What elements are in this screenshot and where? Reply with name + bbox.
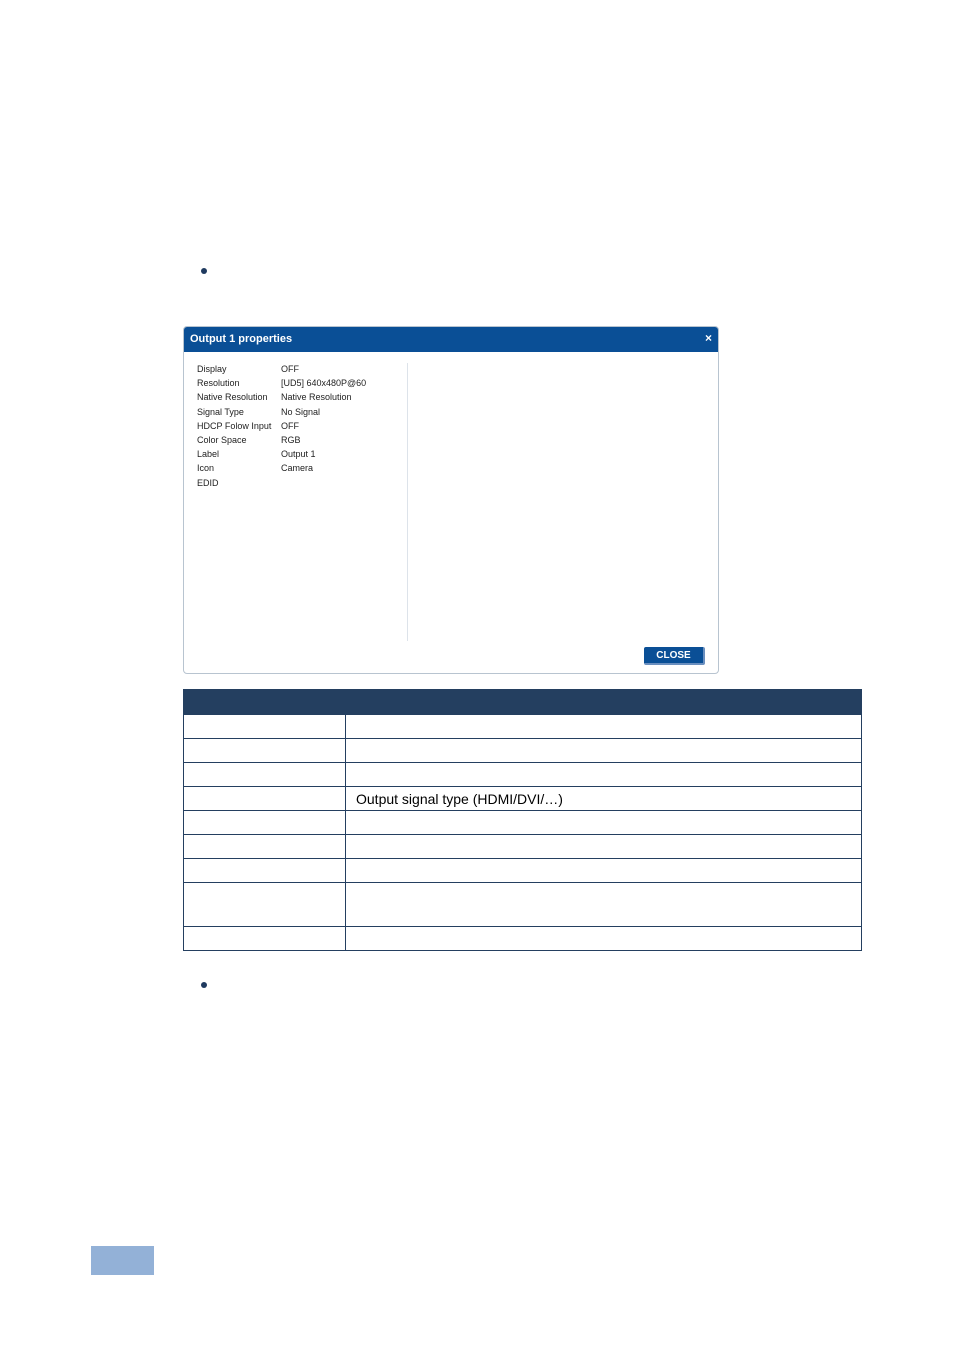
property-row (197, 421, 397, 435)
table-row (184, 811, 862, 835)
table-cell (184, 835, 346, 859)
table-cell (346, 883, 862, 927)
property-label: EDID (197, 477, 219, 488)
table-row (184, 739, 862, 763)
property-value: [UD5] 640x480P@60 (281, 378, 367, 389)
table-cell (184, 811, 346, 835)
table-row (184, 763, 862, 787)
table-row (184, 859, 862, 883)
dialog-title: Output 1 properties (190, 333, 293, 345)
property-value: OFF (281, 420, 299, 431)
bullet-2 (201, 982, 207, 988)
table-header-row (184, 690, 862, 715)
property-value: RGB (281, 434, 301, 445)
property-row (197, 392, 397, 406)
table-cell (346, 927, 862, 951)
table-cell (346, 859, 862, 883)
property-label: HDCP Folow Input (197, 420, 272, 431)
property-label: Color Space (197, 434, 247, 445)
table-cell (184, 883, 346, 927)
close-button[interactable]: CLOSE (644, 647, 705, 665)
table-row (184, 883, 862, 927)
property-row (197, 449, 397, 463)
property-label: Label (197, 449, 220, 460)
dialog-header (184, 327, 718, 352)
table-cell (346, 739, 862, 763)
table-row (184, 835, 862, 859)
property-label: Icon (197, 463, 215, 474)
dialog-divider (407, 363, 408, 641)
property-value: No Signal (281, 406, 321, 417)
property-row (197, 435, 397, 449)
property-value: OFF (281, 364, 299, 374)
table-cell (346, 715, 862, 739)
table-row (184, 787, 862, 811)
property-row (197, 463, 397, 477)
property-row (197, 478, 397, 492)
table-cell (184, 787, 346, 811)
table-row (184, 927, 862, 951)
table-cell (346, 763, 862, 787)
property-label: Display (197, 364, 227, 374)
close-icon[interactable]: × (704, 331, 712, 345)
table-cell (184, 739, 346, 763)
property-row (197, 378, 397, 392)
output-properties-dialog (183, 326, 719, 674)
table-cell (184, 927, 346, 951)
table-cell (184, 763, 346, 787)
table-cell: Output signal type (HDMI/DVI/…) (346, 787, 862, 811)
table-cell (346, 811, 862, 835)
property-value: Camera (281, 463, 314, 474)
property-row (197, 407, 397, 421)
property-label: Resolution (197, 378, 240, 389)
table-header-cell (346, 690, 862, 715)
property-list (197, 364, 397, 492)
table-cell (184, 715, 346, 739)
table-cell (346, 835, 862, 859)
property-label: Native Resolution (197, 392, 268, 403)
table-row (184, 715, 862, 739)
description-table (183, 689, 862, 951)
property-value: Output 1 (281, 449, 316, 460)
table-header-cell (184, 690, 346, 715)
property-row (197, 364, 397, 378)
property-value: Native Resolution (281, 392, 352, 403)
page-number-tab (91, 1246, 154, 1275)
table-cell (184, 859, 346, 883)
bullet-1 (201, 268, 207, 274)
property-label: Signal Type (197, 406, 244, 417)
